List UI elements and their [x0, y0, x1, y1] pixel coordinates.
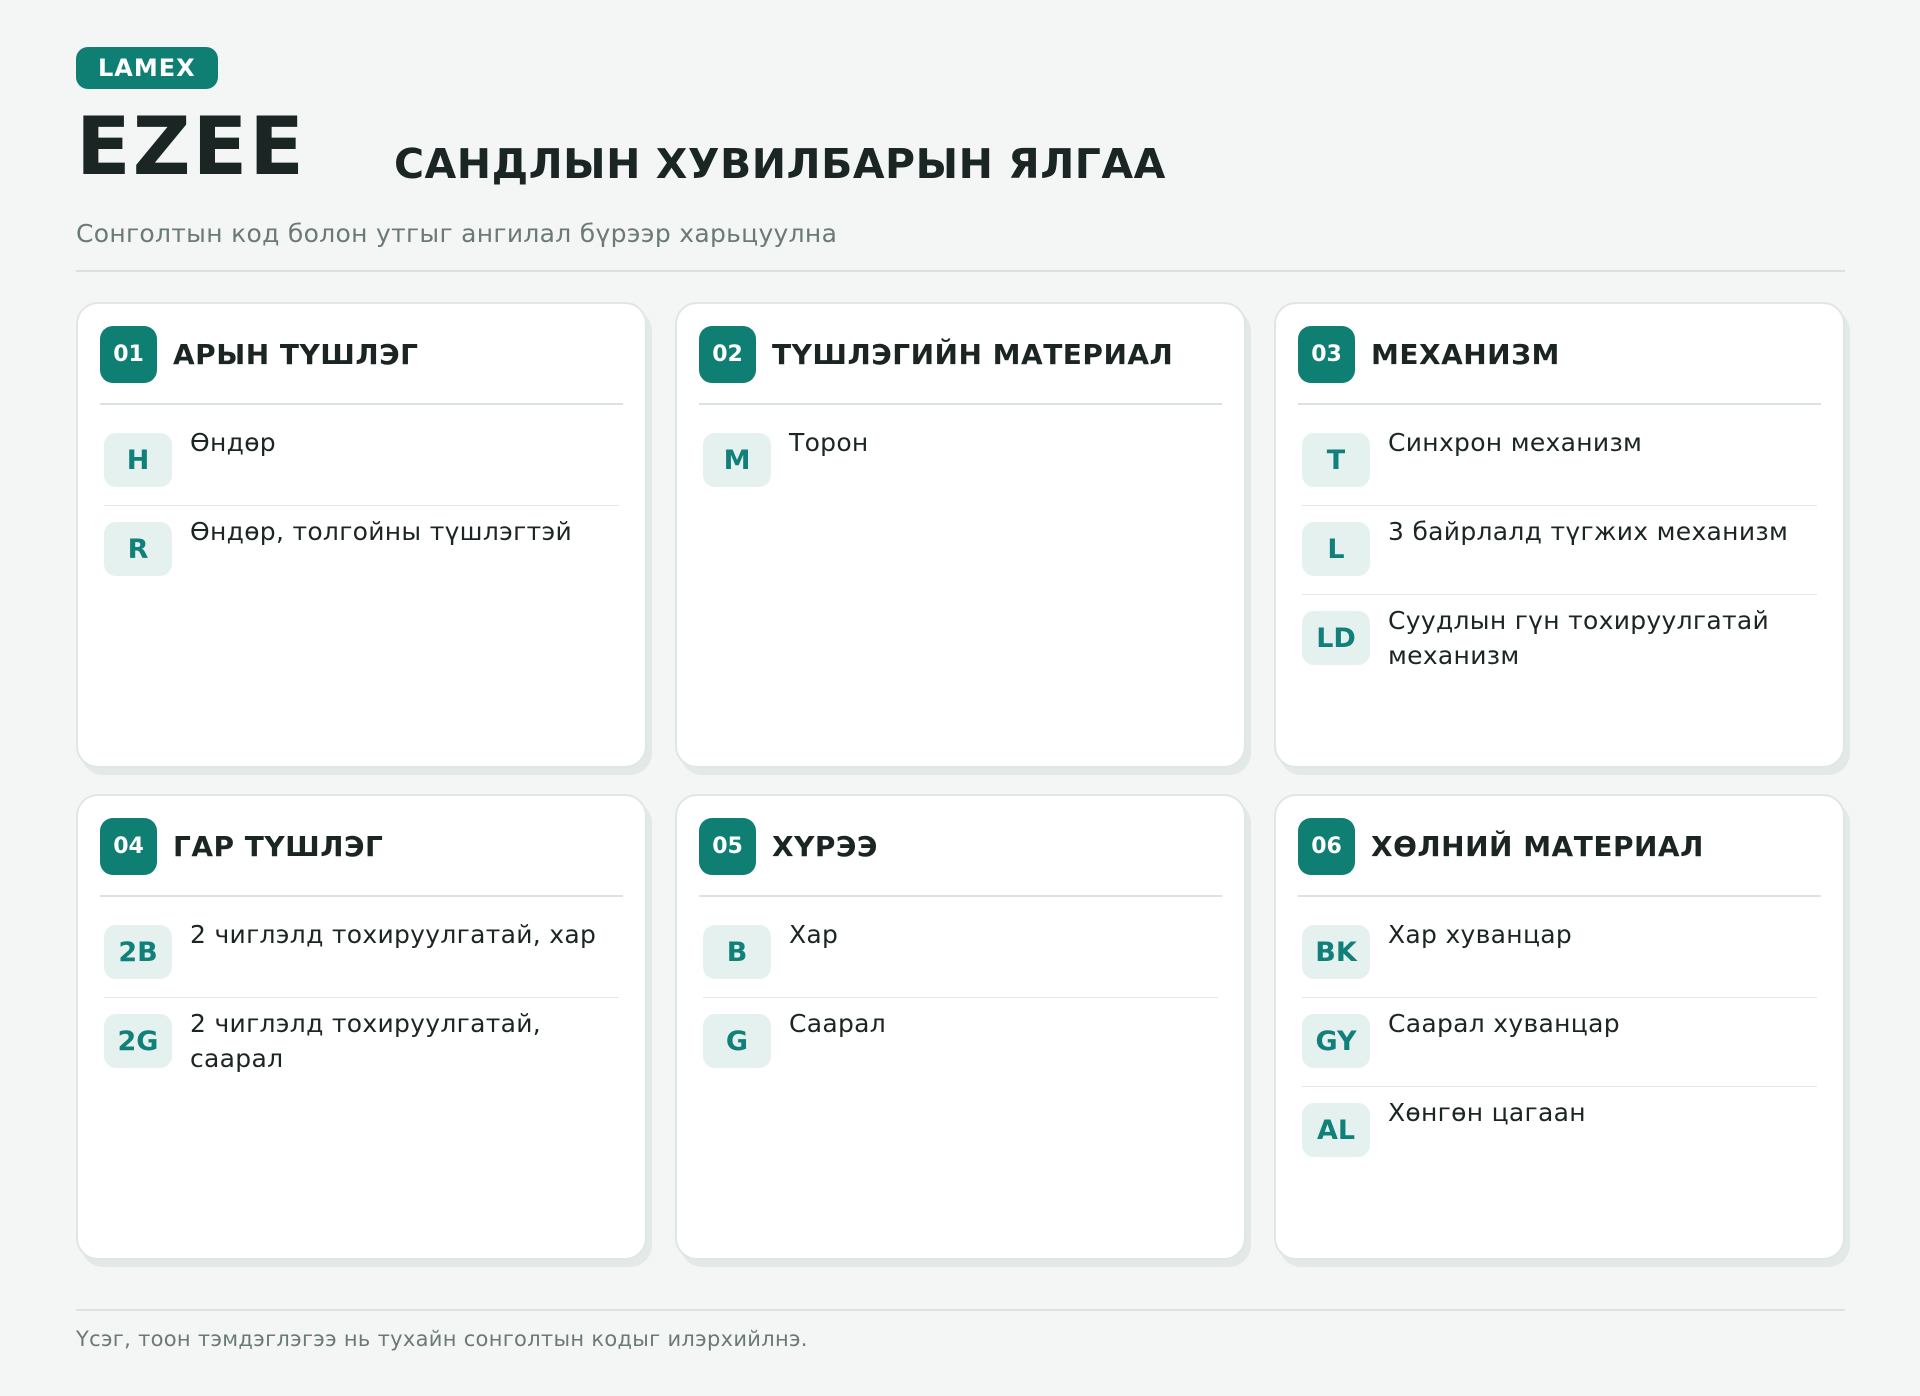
option-item: [1302, 1087, 1817, 1175]
option-code-badge: B: [703, 925, 771, 979]
card-header: [1298, 326, 1821, 405]
option-item: [1302, 506, 1817, 595]
option-code-badge: GY: [1302, 1014, 1370, 1068]
option-label: Суудлын гүн тохируулгатай механизм: [1388, 606, 1769, 670]
card-number: 04: [100, 818, 157, 875]
option-code-badge: 2B: [104, 925, 172, 979]
title-row: [76, 100, 1845, 193]
option-label: Өндөр: [190, 428, 276, 457]
card-number: 06: [1298, 818, 1355, 875]
option-label: Торон: [789, 428, 869, 457]
option-item: [104, 506, 619, 594]
card-number: 03: [1298, 326, 1355, 383]
header-divider: [76, 270, 1845, 272]
option-label: 3 байрлалд түгжих механизм: [1388, 517, 1789, 546]
card-header: [699, 326, 1222, 405]
card-header: [100, 326, 623, 405]
card-number: 02: [699, 326, 756, 383]
card-header: [699, 818, 1222, 897]
card-title: ГАР ТҮШЛЭГ: [173, 830, 384, 863]
option-code-badge: T: [1302, 433, 1370, 487]
option-item: [1302, 405, 1817, 506]
option-label: Саарал хуванцар: [1388, 1009, 1620, 1038]
option-code-badge: BK: [1302, 925, 1370, 979]
option-item: [703, 897, 1218, 998]
option-item: [703, 405, 1218, 505]
option-list: [1298, 897, 1821, 1175]
option-list: [1298, 405, 1821, 691]
option-code-badge: M: [703, 433, 771, 487]
option-code-badge: 2G: [104, 1014, 172, 1068]
option-item: [1302, 897, 1817, 998]
option-grid: [76, 302, 1845, 1260]
card-title: ХӨЛНИЙ МАТЕРИАЛ: [1371, 830, 1704, 863]
card-title: АРЫН ТҮШЛЭГ: [173, 338, 419, 371]
card-title: ХҮРЭЭ: [772, 830, 878, 863]
option-item: [104, 405, 619, 506]
model-name: EZEE: [76, 100, 306, 193]
option-item: [1302, 998, 1817, 1087]
option-label: Хар: [789, 920, 839, 949]
option-list: [100, 897, 623, 1094]
option-label: Саарал: [789, 1009, 887, 1038]
option-code-badge: R: [104, 522, 172, 576]
footer-divider: [76, 1309, 1845, 1311]
option-label: 2 чиглэлд тохируулгатай, хар: [190, 920, 597, 949]
option-item: [104, 998, 619, 1094]
option-label: Хөнгөн цагаан: [1388, 1098, 1586, 1127]
option-label: Синхрон механизм: [1388, 428, 1643, 457]
option-item: [1302, 595, 1817, 691]
page-header: [76, 47, 1845, 272]
option-code-badge: AL: [1302, 1103, 1370, 1157]
option-card-mechanism: [1274, 302, 1845, 768]
option-label: 2 чиглэлд тохируулгатай, саарал: [190, 1009, 541, 1073]
option-code-badge: G: [703, 1014, 771, 1068]
option-list: [100, 405, 623, 594]
option-card-back-rest: [76, 302, 647, 768]
card-number: 01: [100, 326, 157, 383]
option-code-badge: H: [104, 433, 172, 487]
brand-badge: LAMEX: [76, 47, 218, 89]
option-list: [699, 897, 1222, 1086]
option-label: Хар хуванцар: [1388, 920, 1573, 949]
card-number: 05: [699, 818, 756, 875]
option-card-frame: [675, 794, 1246, 1260]
page-subtitle: Сонголтын код болон утгыг ангилал бүрээр харьцуулна: [76, 219, 838, 248]
option-card-armrest: [76, 794, 647, 1260]
option-item: [104, 897, 619, 998]
card-header: [100, 818, 623, 897]
option-card-base-material: [1274, 794, 1845, 1260]
card-header: [1298, 818, 1821, 897]
card-title: ТҮШЛЭГИЙН МАТЕРИАЛ: [772, 338, 1174, 371]
option-code-badge: L: [1302, 522, 1370, 576]
option-list: [699, 405, 1222, 505]
option-item: [703, 998, 1218, 1086]
option-card-back-material: [675, 302, 1246, 768]
option-label: Өндөр, толгойны түшлэгтэй: [190, 517, 573, 546]
page-title: САНДЛЫН ХУВИЛБАРЫН ЯЛГАА: [393, 140, 1166, 188]
footer-note: Үсэг, тоон тэмдэглэгээ нь тухайн сонголтын кодыг илэрхийлнэ.: [76, 1327, 808, 1351]
option-code-badge: LD: [1302, 611, 1370, 665]
card-title: МЕХАНИЗМ: [1371, 338, 1560, 371]
